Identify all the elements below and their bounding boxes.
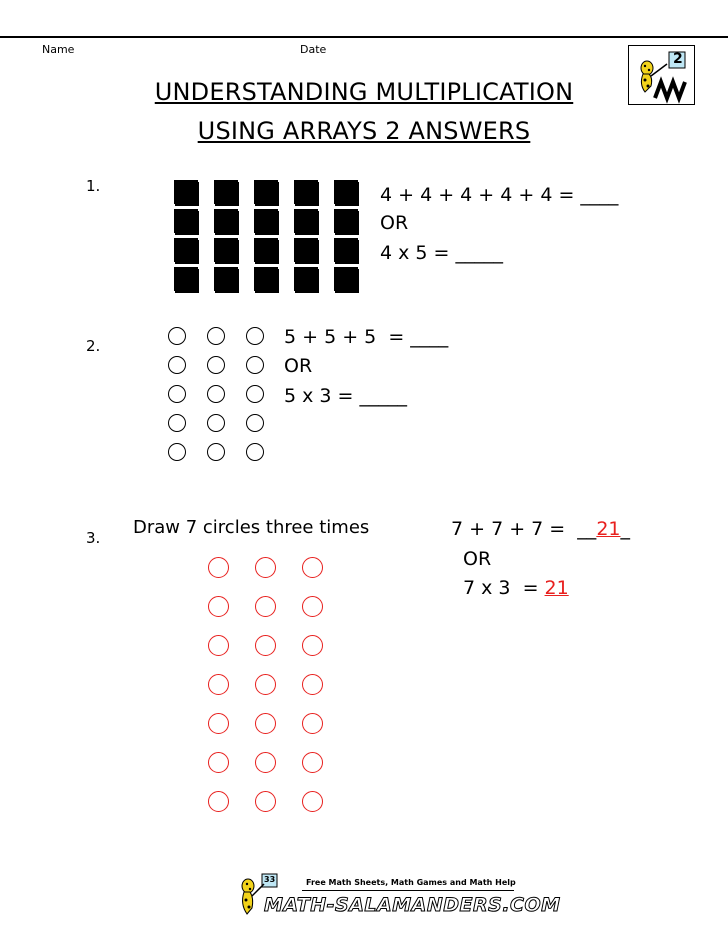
footer-rule: [302, 890, 514, 891]
array-circle: [246, 443, 264, 461]
drawn-red-circle: [208, 713, 229, 734]
drawn-red-circle: [255, 557, 276, 578]
array-circle: [246, 414, 264, 432]
name-label: Name: [42, 43, 75, 56]
page-title-line-1: UNDERSTANDING MULTIPLICATION: [154, 78, 574, 106]
array-square: [334, 180, 358, 204]
footer-tagline: Free Math Sheets, Math Games and Math Help: [306, 878, 516, 887]
array-circle: [168, 327, 186, 345]
array-square: [254, 209, 278, 233]
footer-site-name: MATH-SALAMANDERS.COM: [264, 894, 561, 916]
array-square: [174, 209, 198, 233]
date-label: Date: [300, 43, 327, 56]
drawn-red-circle: [208, 635, 229, 656]
drawn-red-circle: [255, 791, 276, 812]
array-square: [214, 267, 238, 291]
array-square: [334, 238, 358, 262]
drawn-red-circle: [255, 713, 276, 734]
grade-badge: 2: [673, 51, 683, 67]
question-3-multiplication-prefix: 7 x 3 =: [463, 577, 545, 599]
top-rule: [0, 36, 728, 38]
drawn-red-circle: [302, 752, 323, 773]
drawn-red-circle: [302, 791, 323, 812]
drawn-red-circle: [302, 713, 323, 734]
array-circle: [207, 327, 225, 345]
array-square: [214, 209, 238, 233]
array-square: [214, 238, 238, 262]
drawn-red-circle: [208, 557, 229, 578]
array-circle: [246, 385, 264, 403]
question-3-addition-answer: 21: [596, 518, 621, 540]
drawn-red-circle: [302, 674, 323, 695]
question-3-instruction: Draw 7 circles three times: [133, 517, 370, 538]
array-square: [174, 180, 198, 204]
question-1-multiplication: 4 x 5 = _____: [380, 242, 503, 264]
array-circle: [207, 443, 225, 461]
array-square: [174, 238, 198, 262]
array-circle: [207, 385, 225, 403]
question-2-multiplication: 5 x 3 = _____: [284, 385, 407, 407]
question-1-addition: 4 + 4 + 4 + 4 + 4 = ____: [380, 184, 619, 206]
array-square: [214, 180, 238, 204]
array-square: [294, 180, 318, 204]
drawn-red-circle: [302, 635, 323, 656]
question-3-multiplication-answer: 21: [544, 577, 569, 599]
question-2-addition: 5 + 5 + 5 = ____: [284, 326, 449, 348]
page-title-line-2: USING ARRAYS 2 ANSWERS: [197, 117, 531, 145]
array-square: [294, 209, 318, 233]
drawn-red-circle: [255, 635, 276, 656]
question-1-or: OR: [380, 212, 409, 234]
drawn-red-circle: [208, 596, 229, 617]
array-square: [334, 209, 358, 233]
question-2-number: 2.: [86, 337, 101, 355]
drawn-red-circle: [302, 596, 323, 617]
drawn-red-circle: [302, 557, 323, 578]
array-circle: [246, 356, 264, 374]
drawn-red-circle: [255, 596, 276, 617]
array-circle: [168, 443, 186, 461]
footer-badge: 33: [264, 875, 276, 884]
array-circle: [168, 414, 186, 432]
question-3-addition-prefix: 7 + 7 + 7 = __: [451, 518, 597, 540]
drawn-red-circle: [208, 791, 229, 812]
question-2-or: OR: [284, 355, 313, 377]
drawn-red-circle: [255, 752, 276, 773]
drawn-red-circle: [208, 674, 229, 695]
array-circle: [168, 385, 186, 403]
question-3-addition: [451, 518, 630, 540]
question-3-multiplication: [463, 577, 569, 599]
array-square: [334, 267, 358, 291]
array-circle: [246, 327, 264, 345]
array-circle: [207, 356, 225, 374]
question-3-or: OR: [463, 548, 492, 570]
array-circle: [168, 356, 186, 374]
question-3-addition-suffix: _: [620, 518, 630, 540]
array-square: [294, 238, 318, 262]
drawn-red-circle: [255, 674, 276, 695]
array-square: [254, 238, 278, 262]
array-square: [174, 267, 198, 291]
array-square: [254, 267, 278, 291]
array-circle: [207, 414, 225, 432]
question-3-number: 3.: [86, 529, 101, 547]
array-square: [294, 267, 318, 291]
drawn-red-circle: [208, 752, 229, 773]
array-square: [254, 180, 278, 204]
question-1-number: 1.: [86, 177, 101, 195]
